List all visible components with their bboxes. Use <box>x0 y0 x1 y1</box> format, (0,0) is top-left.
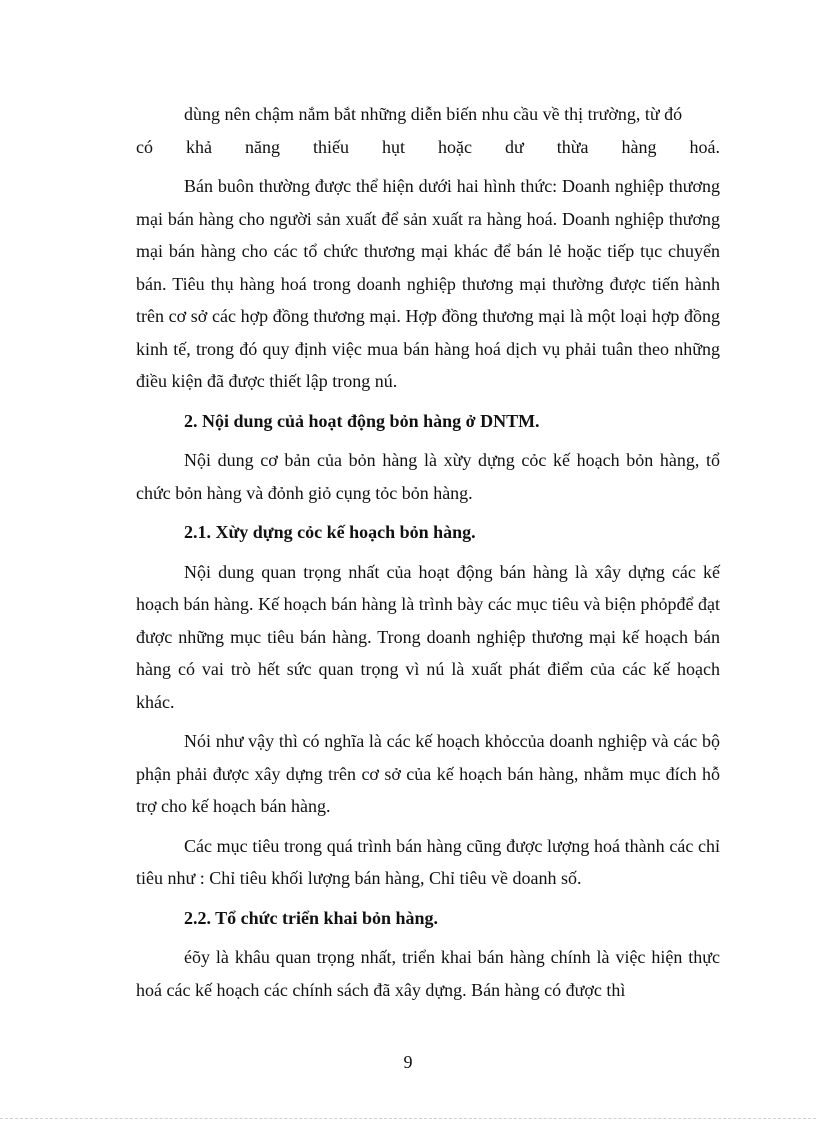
page-body <box>136 98 720 1006</box>
paragraph-continuation-end: có khả năng thiếu hụt hoặc dư thừa hàng hoá. <box>136 136 720 157</box>
paragraph-continuation-line: dùng nên chậm nắm bắt những diễn biến nhu cầu về thị trường, từ đó <box>184 104 683 124</box>
section-heading-2-1: 2.1. Xừy dựng cỏc kế hoạch bỏn hàng. <box>184 522 476 542</box>
paragraph-sales-plan: Nội dung quan trọng nhất của hoạt động bán hàng là xây dựng các kế hoạch bán hàng. Kế hoạch bán hàng là trình bày các mục tiêu và biện phỏpđể đạt được những mục tiêu bán hàng. Trong doanh nghiệp thương mại kế hoạch bán hàng có vai trò hết sức quan trọng vì nú là xuất phát điểm của các kế hoạch khác. <box>136 561 720 712</box>
page-bottom-divider <box>0 1118 816 1119</box>
page-number: 9 <box>403 1052 413 1072</box>
paragraph-wholesale-forms: Bán buôn thường được thể hiện dưới hai hình thức: Doanh nghiệp thương mại bán hàng cho người sản xuất để sản xuất ra hàng hoá. Doanh nghiệp thương mại bán hàng cho các tổ chức thương mại khác để bán lẻ hoặc tiếp tục chuyển bán. Tiêu thụ hàng hoá trong doanh nghiệp thương mại thường được tiến hành trên cơ sở các hợp đồng thương mại. Hợp đồng thương mại là một loại hợp đồng kinh tế, trong đó quy định việc mua bán hàng hoá dịch vụ phải tuân theo những điều kiện đã được thiết lập trong nú. <box>136 176 720 391</box>
paragraph-sales-targets: Các mục tiêu trong quá trình bán hàng cũng được lượng hoá thành các chỉ tiêu như : Chỉ tiêu khối lượng bán hàng, Chỉ tiêu về doanh số. <box>136 835 720 888</box>
section-heading-2: 2. Nội dung củả hoạt động bỏn hàng ở DNTM. <box>184 410 540 431</box>
paragraph-sales-deployment: éõy là khâu quan trọng nhất, triển khai bán hàng chính là việc hiện thực hoá các kế hoạch các chính sách đã xây dựng. Bán hàng có được thì <box>136 947 720 1000</box>
section-heading-2-2: 2.2. Tổ chức triển khai bỏn hàng. <box>184 907 439 928</box>
paragraph-other-plans: Nói như vậy thì có nghĩa là các kế hoạch khỏccủa doanh nghiệp và các bộ phận phải được xây dựng trên cơ sở của kế hoạch bán hàng, nhằm mục đích hỗ trợ cho kế hoạch bán hàng. <box>136 731 720 816</box>
paragraph-sales-content: Nội dung cơ bản của bỏn hàng là xừy dựng cỏc kế hoạch bỏn hàng, tổ chức bỏn hàng và đỏnh giỏ cụng tỏc bỏn hàng. <box>136 450 720 503</box>
